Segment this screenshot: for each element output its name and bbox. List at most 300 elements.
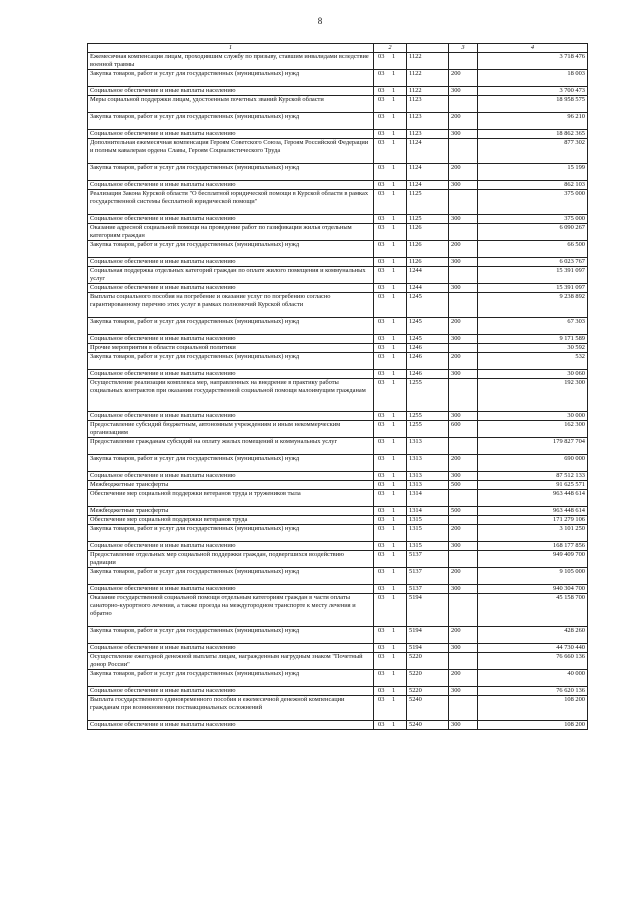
row-expense-type: 300 [449, 87, 478, 96]
row-subsection: 1 [392, 412, 396, 419]
row-code: 1125 [407, 190, 449, 215]
row-expense-type: 300 [449, 284, 478, 293]
row-code: 5137 [407, 585, 449, 594]
row-sum: 375 000 [478, 190, 588, 215]
row-code: 1246 [407, 344, 449, 353]
row-sum: 428 260 [478, 627, 588, 644]
table-row [88, 455, 588, 472]
table-row [88, 542, 588, 551]
table-row [88, 53, 588, 70]
row-expense-type: 300 [449, 585, 478, 594]
row-expense-type: 300 [449, 258, 478, 267]
table-row [88, 353, 588, 370]
row-name: Социальное обеспечение и иные выплаты населению [88, 335, 374, 344]
row-expense-type: 500 [449, 481, 478, 490]
row-code: 1125 [407, 215, 449, 224]
table-header-row [88, 44, 588, 53]
table-row [88, 507, 588, 516]
row-sum: 171 279 106 [478, 516, 588, 525]
row-expense-type: 300 [449, 644, 478, 653]
row-section-code [374, 670, 407, 687]
header-col-2: 2 [374, 44, 407, 53]
table-row [88, 293, 588, 318]
row-section: 03 [378, 721, 385, 728]
row-code: 1255 [407, 421, 449, 438]
row-section: 03 [378, 594, 385, 601]
row-section-code [374, 335, 407, 344]
table-row [88, 412, 588, 421]
row-name: Закупка товаров, работ и услуг для государственных (муниципальных) нужд [88, 70, 374, 87]
row-code: 5240 [407, 696, 449, 721]
row-name: Предоставление субсидий бюджетным, автономным учреждениям и иным некоммерческим организациям [88, 421, 374, 438]
row-expense-type: 500 [449, 507, 478, 516]
row-section-code [374, 164, 407, 181]
row-section-code [374, 653, 407, 670]
row-subsection: 1 [392, 585, 396, 592]
row-section: 03 [378, 113, 385, 120]
table-row [88, 130, 588, 139]
row-subsection: 1 [392, 421, 396, 428]
row-expense-type: 600 [449, 421, 478, 438]
row-name: Межбюджетные трансферты [88, 507, 374, 516]
row-code: 1124 [407, 164, 449, 181]
row-code: 1315 [407, 542, 449, 551]
row-name: Закупка товаров, работ и услуг для государственных (муниципальных) нужд [88, 525, 374, 542]
row-sum: 963 448 614 [478, 507, 588, 516]
row-expense-type: 200 [449, 568, 478, 585]
row-section-code [374, 318, 407, 335]
row-expense-type [449, 653, 478, 670]
row-expense-type [449, 96, 478, 113]
table-row [88, 627, 588, 644]
row-name: Оказание государственной социальной помощи отдельным категориям граждан в части оплаты санаторно-курортного лечения, а также проезда на междугородном транспорте к месту лечения и обратно [88, 594, 374, 627]
row-expense-type: 200 [449, 241, 478, 258]
row-section: 03 [378, 335, 385, 342]
row-section-code [374, 490, 407, 507]
row-section-code [374, 130, 407, 139]
row-sum: 877 302 [478, 139, 588, 164]
row-code: 5194 [407, 627, 449, 644]
row-section-code [374, 551, 407, 568]
row-expense-type: 300 [449, 412, 478, 421]
row-section: 03 [378, 344, 385, 351]
row-sum: 162 300 [478, 421, 588, 438]
row-sum: 76 620 136 [478, 687, 588, 696]
row-section-code [374, 481, 407, 490]
row-subsection: 1 [392, 344, 396, 351]
table-row [88, 670, 588, 687]
row-subsection: 1 [392, 335, 396, 342]
row-section-code [374, 224, 407, 241]
row-code: 1315 [407, 516, 449, 525]
row-section-code [374, 438, 407, 455]
row-subsection: 1 [392, 70, 396, 77]
row-section-code [374, 525, 407, 542]
table-row [88, 344, 588, 353]
row-name: Осуществление реализации комплекса мер, направленных на внедрение в практику работы социальных контрактов при оказании государственной социальной помощи малоимущим гражданам [88, 379, 374, 412]
row-expense-type [449, 293, 478, 318]
row-subsection: 1 [392, 721, 396, 728]
row-code: 5220 [407, 670, 449, 687]
row-expense-type [449, 490, 478, 507]
row-section-code [374, 627, 407, 644]
row-section: 03 [378, 370, 385, 377]
table-row [88, 87, 588, 96]
row-section: 03 [378, 490, 385, 497]
row-subsection: 1 [392, 627, 396, 634]
row-name: Предоставление отдельных мер социальной поддержки граждан, подвергшихся воздействию радиации [88, 551, 374, 568]
row-code: 5220 [407, 687, 449, 696]
row-section: 03 [378, 525, 385, 532]
row-name: Социальное обеспечение и иные выплаты населению [88, 130, 374, 139]
row-expense-type: 300 [449, 721, 478, 730]
row-section: 03 [378, 353, 385, 360]
row-code: 1313 [407, 438, 449, 455]
row-subsection: 1 [392, 181, 396, 188]
row-code: 1122 [407, 53, 449, 70]
row-section-code [374, 139, 407, 164]
row-section: 03 [378, 472, 385, 479]
row-section: 03 [378, 696, 385, 703]
row-section: 03 [378, 241, 385, 248]
row-name: Дополнительная ежемесячная компенсация Героям Советского Союза, Героям Российской Федерации и полным кавалерам ордена Славы, Героям Социалистического Труда [88, 139, 374, 164]
row-code: 1313 [407, 481, 449, 490]
row-section-code [374, 516, 407, 525]
row-section-code [374, 568, 407, 585]
row-section: 03 [378, 670, 385, 677]
row-subsection: 1 [392, 318, 396, 325]
row-code: 1245 [407, 293, 449, 318]
table-row [88, 696, 588, 721]
row-subsection: 1 [392, 516, 396, 523]
row-section: 03 [378, 284, 385, 291]
row-sum: 9 171 589 [478, 335, 588, 344]
row-subsection: 1 [392, 472, 396, 479]
row-name: Социальное обеспечение и иные выплаты населению [88, 215, 374, 224]
row-subsection: 1 [392, 96, 396, 103]
table-row [88, 96, 588, 113]
table-row [88, 70, 588, 87]
row-section: 03 [378, 258, 385, 265]
row-name: Ежемесячная компенсация лицам, проходившим службу по призыву, ставшим инвалидами вследствие военной травмы [88, 53, 374, 70]
row-name: Закупка товаров, работ и услуг для государственных (муниципальных) нужд [88, 627, 374, 644]
row-sum: 168 177 856 [478, 542, 588, 551]
row-section-code [374, 455, 407, 472]
row-code: 1246 [407, 353, 449, 370]
row-sum: 108 200 [478, 696, 588, 721]
row-sum: 15 391 097 [478, 284, 588, 293]
row-name: Осуществление ежегодной денежной выплаты лицам, награжденным нагрудным знаком "Почетный донор России" [88, 653, 374, 670]
row-section: 03 [378, 130, 385, 137]
row-code: 5240 [407, 721, 449, 730]
row-sum: 15 199 [478, 164, 588, 181]
row-section-code [374, 353, 407, 370]
row-subsection: 1 [392, 568, 396, 575]
row-section-code [374, 70, 407, 87]
row-expense-type [449, 594, 478, 627]
row-expense-type: 300 [449, 542, 478, 551]
row-section: 03 [378, 224, 385, 231]
row-section: 03 [378, 164, 385, 171]
row-code: 1124 [407, 139, 449, 164]
row-subsection: 1 [392, 455, 396, 462]
row-expense-type [449, 267, 478, 284]
row-name: Межбюджетные трансферты [88, 481, 374, 490]
row-sum: 91 625 571 [478, 481, 588, 490]
table-row [88, 472, 588, 481]
row-subsection: 1 [392, 653, 396, 660]
row-section: 03 [378, 568, 385, 575]
row-code: 1314 [407, 507, 449, 516]
row-section: 03 [378, 507, 385, 514]
row-section: 03 [378, 421, 385, 428]
row-name: Выплата государственного единовременного пособия и ежемесячной денежной компенсации гражданам при возникновении поствакцинальных осложнений [88, 696, 374, 721]
table-row [88, 551, 588, 568]
row-name: Обеспечение мер социальной поддержки ветеранов труда [88, 516, 374, 525]
row-sum: 6 090 267 [478, 224, 588, 241]
row-subsection: 1 [392, 258, 396, 265]
row-subsection: 1 [392, 370, 396, 377]
row-section-code [374, 507, 407, 516]
row-section: 03 [378, 551, 385, 558]
row-sum: 18 862 365 [478, 130, 588, 139]
row-section-code [374, 258, 407, 267]
row-subsection: 1 [392, 224, 396, 231]
page-number: 8 [317, 16, 323, 26]
table-row [88, 490, 588, 507]
table-row [88, 421, 588, 438]
row-expense-type [449, 344, 478, 353]
table-row [88, 113, 588, 130]
row-sum: 532 [478, 353, 588, 370]
row-sum: 963 448 614 [478, 490, 588, 507]
row-name: Социальное обеспечение и иные выплаты населению [88, 687, 374, 696]
table-row [88, 164, 588, 181]
row-expense-type: 300 [449, 215, 478, 224]
table-row [88, 267, 588, 284]
table-row [88, 224, 588, 241]
row-section: 03 [378, 293, 385, 300]
row-name: Социальное обеспечение и иные выплаты населению [88, 284, 374, 293]
row-section-code [374, 585, 407, 594]
row-section-code [374, 344, 407, 353]
row-subsection: 1 [392, 379, 396, 386]
row-sum: 67 303 [478, 318, 588, 335]
row-expense-type: 200 [449, 164, 478, 181]
budget-table [87, 43, 588, 730]
row-section-code [374, 594, 407, 627]
table-row [88, 438, 588, 455]
row-section-code [374, 87, 407, 96]
table-row [88, 241, 588, 258]
row-subsection: 1 [392, 687, 396, 694]
row-section: 03 [378, 438, 385, 445]
row-section-code [374, 284, 407, 293]
row-subsection: 1 [392, 284, 396, 291]
table-row [88, 318, 588, 335]
row-subsection: 1 [392, 670, 396, 677]
table-row [88, 568, 588, 585]
row-expense-type: 300 [449, 472, 478, 481]
row-sum: 940 304 700 [478, 585, 588, 594]
row-sum: 179 827 704 [478, 438, 588, 455]
row-expense-type: 300 [449, 130, 478, 139]
row-sum: 862 103 [478, 181, 588, 190]
row-code: 1123 [407, 130, 449, 139]
row-section: 03 [378, 687, 385, 694]
row-code: 5194 [407, 594, 449, 627]
row-code: 1315 [407, 525, 449, 542]
row-expense-type [449, 379, 478, 412]
row-sum: 44 730 440 [478, 644, 588, 653]
row-sum: 690 000 [478, 455, 588, 472]
row-name: Предоставление гражданам субсидий на оплату жилых помещений и коммунальных услуг [88, 438, 374, 455]
row-section: 03 [378, 70, 385, 77]
row-section: 03 [378, 53, 385, 60]
row-section-code [374, 53, 407, 70]
row-expense-type: 300 [449, 181, 478, 190]
row-sum: 15 391 097 [478, 267, 588, 284]
row-sum: 3 718 476 [478, 53, 588, 70]
row-sum: 3 101 250 [478, 525, 588, 542]
row-subsection: 1 [392, 353, 396, 360]
row-name: Социальное обеспечение и иные выплаты населению [88, 412, 374, 421]
row-code: 1244 [407, 284, 449, 293]
row-sum: 30 592 [478, 344, 588, 353]
row-section-code [374, 687, 407, 696]
table-row [88, 284, 588, 293]
table-row [88, 644, 588, 653]
row-subsection: 1 [392, 594, 396, 601]
row-subsection: 1 [392, 164, 396, 171]
row-sum: 87 512 133 [478, 472, 588, 481]
row-sum: 949 409 700 [478, 551, 588, 568]
row-sum: 18 958 575 [478, 96, 588, 113]
header-col-2b [407, 44, 449, 53]
row-sum: 192 300 [478, 379, 588, 412]
row-name: Социальное обеспечение и иные выплаты населению [88, 87, 374, 96]
row-code: 1126 [407, 224, 449, 241]
row-code: 1122 [407, 70, 449, 87]
row-name: Обеспечение мер социальной поддержки ветеранов труда и тружеников тыла [88, 490, 374, 507]
row-code: 1255 [407, 412, 449, 421]
row-section-code [374, 181, 407, 190]
row-subsection: 1 [392, 644, 396, 651]
row-name: Социальная поддержка отдельных категорий граждан по оплате жилого помещения и коммунальных услуг [88, 267, 374, 284]
row-name: Социальное обеспечение и иные выплаты населению [88, 472, 374, 481]
row-code: 1122 [407, 87, 449, 96]
row-sum: 9 105 000 [478, 568, 588, 585]
row-section: 03 [378, 653, 385, 660]
table-row [88, 190, 588, 215]
row-section: 03 [378, 412, 385, 419]
row-subsection: 1 [392, 139, 396, 146]
row-sum: 375 000 [478, 215, 588, 224]
row-section: 03 [378, 455, 385, 462]
row-section: 03 [378, 481, 385, 488]
row-subsection: 1 [392, 525, 396, 532]
row-subsection: 1 [392, 241, 396, 248]
row-expense-type [449, 551, 478, 568]
row-code: 1245 [407, 335, 449, 344]
row-name: Меры социальной поддержки лицам, удостоенным почетных званий Курской области [88, 96, 374, 113]
row-section-code [374, 215, 407, 224]
row-expense-type: 200 [449, 455, 478, 472]
row-section-code [374, 190, 407, 215]
row-name: Закупка товаров, работ и услуг для государственных (муниципальных) нужд [88, 353, 374, 370]
row-code: 1126 [407, 258, 449, 267]
row-section: 03 [378, 644, 385, 651]
row-subsection: 1 [392, 490, 396, 497]
row-section: 03 [378, 542, 385, 549]
row-subsection: 1 [392, 113, 396, 120]
row-section: 03 [378, 585, 385, 592]
row-section-code [374, 412, 407, 421]
row-section-code [374, 113, 407, 130]
table-row [88, 139, 588, 164]
row-expense-type: 200 [449, 70, 478, 87]
row-code: 1313 [407, 455, 449, 472]
row-subsection: 1 [392, 130, 396, 137]
row-name: Социальное обеспечение и иные выплаты населению [88, 644, 374, 653]
row-expense-type: 300 [449, 370, 478, 379]
header-col-4: 4 [478, 44, 588, 53]
row-expense-type [449, 190, 478, 215]
row-expense-type [449, 139, 478, 164]
row-name: Социальное обеспечение и иные выплаты населению [88, 585, 374, 594]
row-subsection: 1 [392, 190, 396, 197]
row-subsection: 1 [392, 696, 396, 703]
row-code: 5194 [407, 644, 449, 653]
row-section: 03 [378, 516, 385, 523]
row-section: 03 [378, 318, 385, 325]
row-section-code [374, 421, 407, 438]
row-expense-type: 200 [449, 627, 478, 644]
table-row [88, 653, 588, 670]
row-expense-type: 200 [449, 113, 478, 130]
row-name: Закупка товаров, работ и услуг для государственных (муниципальных) нужд [88, 241, 374, 258]
row-name: Социальное обеспечение и иные выплаты населению [88, 258, 374, 267]
row-code: 1244 [407, 267, 449, 284]
row-expense-type: 200 [449, 353, 478, 370]
row-name: Социальное обеспечение и иные выплаты населению [88, 181, 374, 190]
row-section: 03 [378, 627, 385, 634]
row-section: 03 [378, 96, 385, 103]
row-section: 03 [378, 190, 385, 197]
row-section: 03 [378, 215, 385, 222]
row-expense-type [449, 516, 478, 525]
row-section-code [374, 370, 407, 379]
row-code: 1313 [407, 472, 449, 481]
row-code: 1255 [407, 379, 449, 412]
row-name: Прочие мероприятия в области социальной политики [88, 344, 374, 353]
row-name: Социальное обеспечение и иные выплаты населению [88, 370, 374, 379]
row-sum: 30 000 [478, 412, 588, 421]
row-sum: 66 500 [478, 241, 588, 258]
row-section: 03 [378, 87, 385, 94]
row-section-code [374, 721, 407, 730]
row-subsection: 1 [392, 267, 396, 274]
row-section-code [374, 96, 407, 113]
row-section: 03 [378, 139, 385, 146]
row-subsection: 1 [392, 438, 396, 445]
row-section-code [374, 696, 407, 721]
row-section: 03 [378, 379, 385, 386]
row-name: Закупка товаров, работ и услуг для государственных (муниципальных) нужд [88, 164, 374, 181]
row-name: Выплаты социального пособия на погребение и оказание услуг по погребению согласно гарантированному перечню этих услуг в рамках полномочий Курской области [88, 293, 374, 318]
row-code: 1123 [407, 96, 449, 113]
table-row [88, 181, 588, 190]
